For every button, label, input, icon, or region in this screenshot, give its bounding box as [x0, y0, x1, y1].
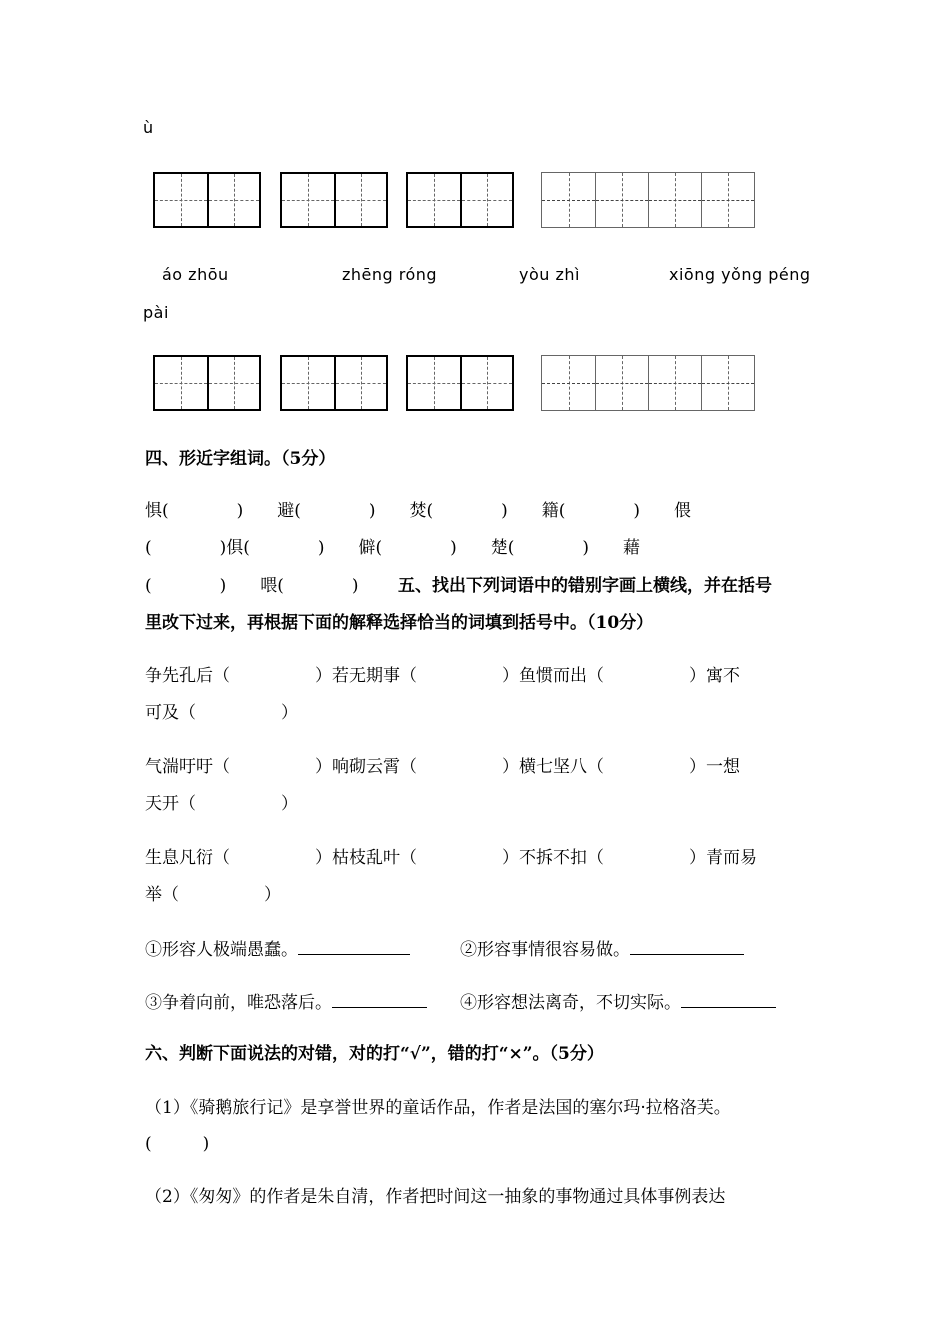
section4-title: 四、形近字组词。（5分）: [145, 449, 336, 469]
char-grid-7[interactable]: [406, 355, 514, 411]
pinyin-4: xiōng yǒng péng: [669, 265, 811, 284]
definition-4-text: ④形容想法离奇，不切实际。: [460, 993, 681, 1013]
section5-row1a: 争先孔后（ ）若无期事（ ）鱼惯而出（ ）寓不: [145, 666, 740, 686]
answer-line-2[interactable]: [630, 936, 744, 955]
char-cell[interactable]: [595, 173, 648, 227]
char-cell[interactable]: [155, 174, 207, 226]
section4-line1: 惧( ) 避( ) 焚( ) 籍( ) 偎: [145, 501, 692, 521]
char-grid-2[interactable]: [280, 172, 388, 228]
char-cell[interactable]: [155, 357, 207, 409]
answer-line-4[interactable]: [681, 989, 776, 1008]
char-grid-6[interactable]: [280, 355, 388, 411]
section5-row2b: 天开（ ）: [145, 794, 298, 814]
char-cell[interactable]: [282, 357, 334, 409]
char-grid-4[interactable]: [541, 172, 755, 228]
answer-line-1[interactable]: [298, 936, 410, 955]
pinyin-5: pài: [143, 303, 169, 322]
char-grid-8[interactable]: [541, 355, 755, 411]
definition-2-text: ②形容事情很容易做。: [460, 940, 630, 960]
char-cell[interactable]: [334, 357, 386, 409]
section5-title-2: 里改下过来，再根据下面的解释选择恰当的词填到括号中。（10分）: [145, 613, 654, 633]
pinyin-3: yòu zhì: [519, 265, 580, 284]
pinyin-2: zhēng róng: [342, 265, 438, 284]
char-cell[interactable]: [207, 357, 259, 409]
definition-1: [145, 936, 410, 961]
char-cell[interactable]: [595, 356, 648, 410]
section5-row2a: 气湍吁吁（ ）响砌云霄（ ）横七坚八（ ）一想: [145, 757, 740, 777]
char-cell[interactable]: [460, 174, 512, 226]
definition-1-text: ①形容人极端愚蠢。: [145, 940, 298, 960]
char-cell[interactable]: [542, 356, 595, 410]
char-cell[interactable]: [648, 173, 701, 227]
answer-line-3[interactable]: [332, 989, 427, 1008]
char-cell[interactable]: [701, 356, 754, 410]
char-grid-1[interactable]: [153, 172, 261, 228]
char-cell[interactable]: [408, 357, 460, 409]
section4-line2: ( )俱( ) 僻( ) 楚( ) 藉: [145, 538, 641, 558]
section5-row3b: 举（ ）: [145, 885, 281, 905]
definition-4: [460, 989, 776, 1014]
definition-2: [460, 936, 744, 961]
char-cell[interactable]: [542, 173, 595, 227]
char-cell[interactable]: [334, 174, 386, 226]
section6-q1a: （1）《骑鹅旅行记》是享誉世界的童话作品，作者是法国的塞尔玛·拉格洛芙。: [145, 1098, 731, 1118]
char-grid-5[interactable]: [153, 355, 261, 411]
char-cell[interactable]: [282, 174, 334, 226]
section5-row3a: 生息凡衍（ ）枯枝乱叶（ ）不拆不扣（ ）青而易: [145, 848, 757, 868]
char-cell[interactable]: [408, 174, 460, 226]
pinyin-1: áo zhōu: [162, 265, 229, 284]
definition-3: [145, 989, 427, 1014]
pinyin-top: ù: [143, 118, 154, 137]
section4-line3: ( ) 喂( ): [145, 576, 359, 596]
section6-title: 六、判断下面说法的对错，对的打“√”，错的打“×”。（5分）: [145, 1044, 604, 1064]
char-cell[interactable]: [207, 174, 259, 226]
section5-title-1: 五、找出下列词语中的错别字画上横线，并在括号: [398, 576, 772, 596]
section6-q1b: ( ): [145, 1134, 210, 1154]
char-grid-3[interactable]: [406, 172, 514, 228]
char-cell[interactable]: [648, 356, 701, 410]
char-cell[interactable]: [701, 173, 754, 227]
definition-3-text: ③争着向前，唯恐落后。: [145, 993, 332, 1013]
section6-q2a: （2）《匆匆》的作者是朱自清，作者把时间这一抽象的事物通过具体事例表达: [145, 1187, 726, 1207]
section5-row1b: 可及（ ）: [145, 703, 298, 723]
char-cell[interactable]: [460, 357, 512, 409]
